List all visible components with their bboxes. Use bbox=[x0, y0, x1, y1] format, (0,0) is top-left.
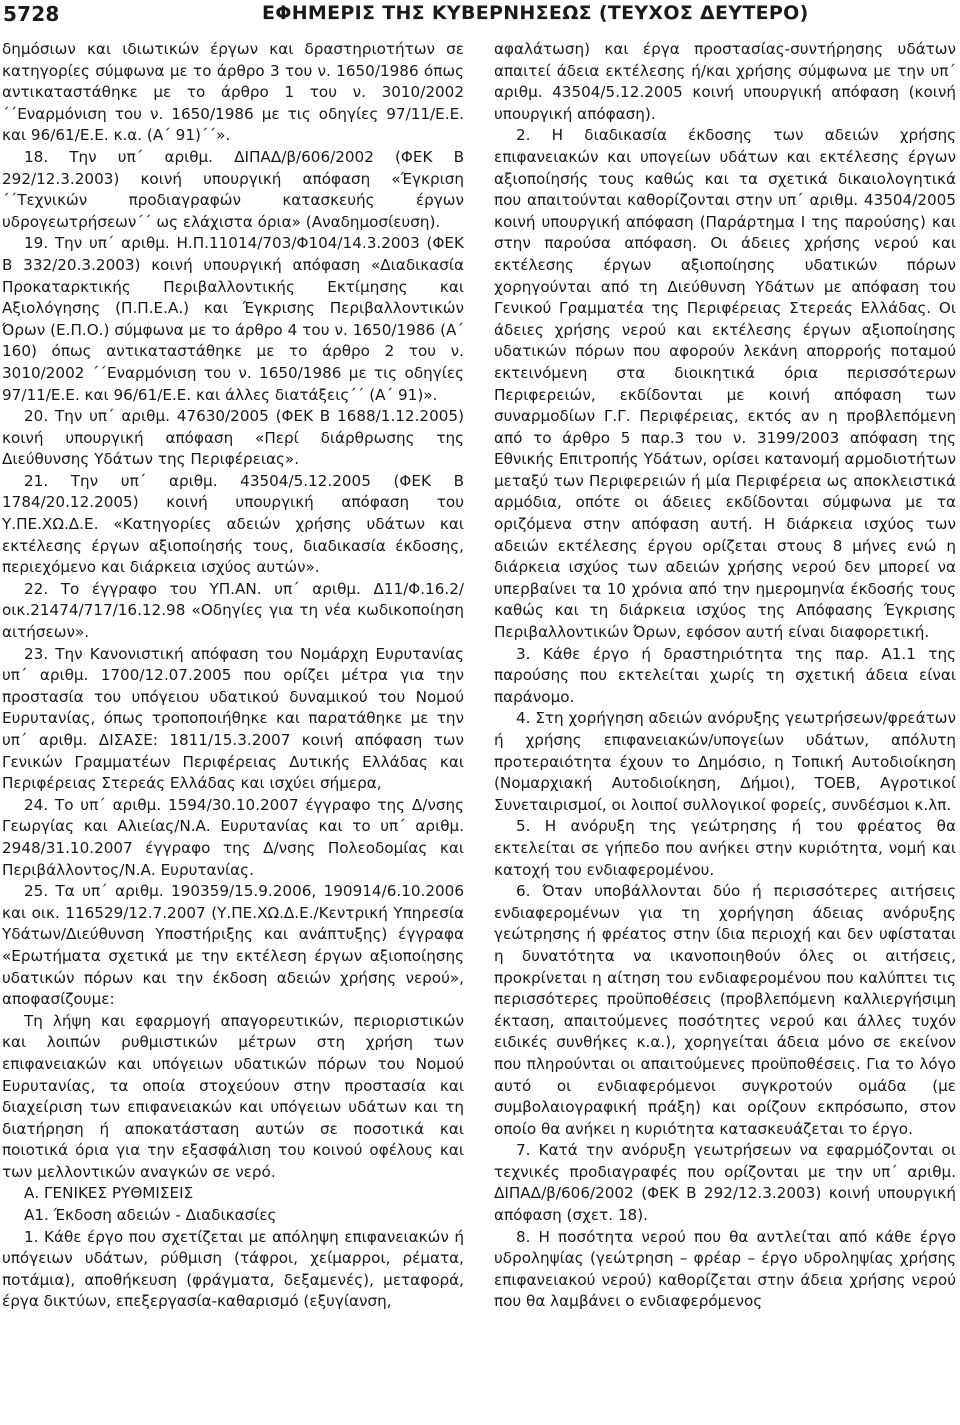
paragraph-item-18: 18. Την υπ΄ αριθμ. ΔΙΠΑΔ/β/606/2002 (ΦΕΚ Β 292/12.3.2003) κοινή υπουργική απόφαση «Έγκριση ´´Τεχνικών προδιαγραφών κατασκευής έργων υδρογεωτρήσεων´´ ως ελάχιστα όρια» (Αναδημοσίευση). bbox=[2, 147, 464, 231]
right-column bbox=[494, 39, 956, 1313]
paragraph-a1-item-5: 5. Η ανόρυξη της γεώτρησης ή του φρέατος θα εκτελείται σε γήπεδο που ανήκει στην κυριότητα, νομή και κατοχή του ενδιαφερομένου. bbox=[494, 817, 956, 879]
page-header bbox=[0, 0, 960, 30]
page-number: 5728 bbox=[3, 2, 60, 26]
paragraph-continuation: αφαλάτωση) και έργα προστασίας-συντήρησης υδάτων απαιτεί άδεια εκτέλεσης ή/και χρήσης σύμφωνα με την υπ΄ αριθμ. 43504/5.12.2005 κοινή υπουργική απόφαση (κοινή υπουργική απόφαση). bbox=[494, 40, 956, 123]
paragraph-decision: Τη λήψη και εφαρμογή απαγορευτικών, περιοριστικών και λοιπών ρυθμιστικών μέτρων στη χρήση των επιφανειακών και υπόγειων υδατικών πόρων του Νομού Ευρυτανίας, τα οποία στοχεύουν στην προστασία και διαχείριση των επιφανειακών και υπόγειων υδάτων και τη διατήρηση ή αποκατάσταση αυτών σε ποσοτικά και ποιοτικά όρια για την εξασφάλιση του κοινού οφέλους και των μελλοντικών αναγκών σε νερό. bbox=[2, 1011, 464, 1181]
paragraph-a1-item-7: 7. Κατά την ανόρυξη γεωτρήσεων να εφαρμόζονται οι τεχνικές προδιαγραφές που ορίζονται με την υπ΄ αριθμ. ΔΙΠΑΔ/β/606/2002 (ΦΕΚ Β 292/12.3.2003) κοινή υπουργική απόφαση (σχετ. 18). bbox=[494, 1141, 956, 1225]
paragraph-item-20: 20. Την υπ΄ αριθμ. 47630/2005 (ΦΕΚ Β 1688/1.12.2005) κοινή υπουργική απόφαση «Περί διάρθρωσης της Διεύθυνσης Υδάτων της Περιφέρειας». bbox=[2, 407, 464, 469]
gazette-title: ΕΦΗΜΕΡΙΣ ΤΗΣ ΚΥΒΕΡΝΗΣΕΩΣ (ΤΕΥΧΟΣ ΔΕΥΤΕΡΟ) bbox=[262, 2, 809, 24]
paragraph-item-22: 22. Το έγγραφο του ΥΠ.ΑΝ. υπ΄ αριθμ. Δ11/Φ.16.2/οικ.21474/717/16.12.98 «Οδηγίες για τη νέα κωδικοποίηση αιτήσεων». bbox=[2, 579, 464, 642]
paragraph-a1-item-8: 8. Η ποσότητα νερού που θα αντλείται από κάθε έργο υδροληψίας (γεώτρηση – φρέαρ – έργο υδροληψίας χρήσης επιφανειακού νερού) καθορίζεται στην άδεια χρήσης νερού που θα λαμβάνει ο ενδιαφερόμενος bbox=[494, 1227, 956, 1311]
paragraph-item-25: 25. Τα υπ΄ αριθμ. 190359/15.9.2006, 190914/6.10.2006 και οικ. 116529/12.7.2007 (Υ.ΠΕ.ΧΩ.Δ.Ε./Κεντρική Υπηρεσία Υδάτων/Διεύθυνση Υποστήριξης και ανάπτυξης) έγγραφα «Ερωτήματα σχετικά με την εκτέλεση έργων αξιοποίησης υδατικών πόρων και την έκδοση αδειών χρήσης νερού», αποφασίζουμε: bbox=[2, 882, 464, 1009]
subsection-heading: Α1. Έκδοση αδειών - Διαδικασίες bbox=[24, 1206, 277, 1225]
paragraph-item-19: 19. Την υπ΄ αριθμ. Η.Π.11014/703/Φ104/14.3.2003 (ΦΕΚ Β 332/20.3.2003) κοινή υπουργική απόφαση «Διαδικασία Προκαταρκτικής Περιβαλλοντικής Εκτίμησης και Αξιολόγησης (Π.Π.Ε.Α.) και Έγκρισης Περιβαλλοντικών Όρων (Ε.Π.Ο.) σύμφωνα με το άρθρο 4 του ν. 1650/1986 (Α´ 160) όπως αντικαταστάθηκε με το άρθρο 2 του ν. 3010/2002 ´´Εναρμόνιση του ν. 1650/1986 με τις οδηγίες 97/11/Ε.Ε. και 96/61/Ε.Ε. και άλλες διατάξεις´´ (Α´ 91)». bbox=[2, 234, 464, 404]
paragraph-a1-item-1: 1. Κάθε έργο που σχετίζεται με απόληψη επιφανειακών ή υπόγειων υδάτων, ρύθμιση (τάφροι, χείμαρροι, ρέματα, ποτάμια), αποθήκευση (φράγματα, δεξαμενές), μεταφορά, έργα δικτύων, επεξεργασία-καθαρισμό (εξυγίανση, bbox=[2, 1227, 464, 1311]
paragraph-a1-item-4: 4. Στη χορήγηση αδειών ανόρυξης γεωτρήσεων/φρεάτων ή χρήσης επιφανειακών/υπογείων υδάτων, απόλυτη προτεραιότητα έχουν το Δημόσιο, η Τοπική Αυτοδιοίκηση (Νομαρχιακή Αυτοδιοίκηση, Δήμοι), ΤΟΕΒ, Αγροτικοί Συνεταιρισμοί, οι λοιποί συλλογικοί φορείς, συνδέσμοι κ.λπ. bbox=[494, 709, 956, 814]
paragraph-a1-item-3: 3. Κάθε έργο ή δραστηριότητα της παρ. Α1.1 της παρούσης που εκτελείται χωρίς τη σχετική άδεια είναι παράνομο. bbox=[494, 644, 956, 706]
paragraph-a1-item-6: 6. Όταν υποβάλλονται δύο ή περισσότερες αιτήσεις ενδιαφερομένων για τη χορήγηση άδειας ανόρυξης γεώτρησης ή φρέατος στην ίδια περιοχή και δεν υφίσταται η δυνατότητα να ικανοποιηθούν όλες οι αιτήσεις, προκρίνεται η αίτηση του ενδιαφερομένου που καλύπτει τις περισσότερες προϋποθέσεις (προβλεπόμενη καλλιεργήσιμη έκταση, απαιτούμενες ποσότητες νερού και άλλες τυχόν ειδικές συνθήκες κ.α.), χορηγείται άδεια μόνο σε εκείνον που πληρούνται οι απαιτούμενες προϋποθέσεις. Για το λόγο αυτό οι ενδιαφερόμενοι συγκροτούν ομάδα (με συμβολαιογραφική πράξη) και ορίζουν εκπρόσωπο, στον οποίο θα ανήκει η κυριότητα κατασκευάζεται το έργο. bbox=[494, 882, 956, 1138]
section-heading: Α. ΓΕΝΙΚΕΣ ΡΥΘΜΙΣΕΙΣ bbox=[24, 1184, 194, 1203]
paragraph-item-23: 23. Την Κανονιστική απόφαση του Νομάρχη Ευρυτανίας υπ΄ αριθμ. 1700/12.07.2005 που ορίζει μέτρα για την προστασία του υπόγειου υδατικού δυναμικού του Νομού Ευρυτανίας, όπως τροποποιήθηκε και παρατάθηκε με την υπ΄ αριθμ. ΔΙΣΑΣΕ: 1811/15.3.2007 κοινή απόφαση των Γενικών Γραμματέων Περιφέρειας Δυτικής Ελλάδας και Περιφέρειας Στερεάς Ελλάδας και ισχύει σήμερα, bbox=[2, 644, 464, 793]
paragraph-item-24: 24. Το υπ΄ αριθμ. 1594/30.10.2007 έγγραφο της Δ/νσης Γεωργίας και Αλιείας/Ν.Α. Ευρυτανίας και το υπ΄ αριθμ. 2948/31.10.2007 έγγραφο της Δ/νσης Πολεοδομίας και Περιβάλλοντος/Ν.Α. Ευρυτανίας. bbox=[2, 795, 464, 879]
left-column bbox=[2, 39, 464, 1313]
paragraph-continuation: δημόσιων και ιδιωτικών έργων και δραστηριοτήτων σε κατηγορίες σύμφωνα με το άρθρο 3 του ν. 1650/1986 όπως αντικαταστάθηκε με το άρθρο 1 του ν. 3010/2002 ´´Εναρμόνιση του ν. 1650/1986 με τις οδηγίες 97/11/Ε.Ε. και 96/61/Ε.Ε. κ.α. (Α´ 91)´´». bbox=[2, 40, 464, 145]
paragraph-item-21: 21. Την υπ΄ αριθμ. 43504/5.12.2005 (ΦΕΚ Β 1784/20.12.2005) κοινή υπουργική απόφαση του Υ.ΠΕ.ΧΩ.Δ.Ε. «Κατηγορίες αδειών χρήσης υδάτων και εκτέλεσης έργων αξιοποίησής τους, διαδικασία έκδοσης, περιεχόμενο και διάρκεια ισχύος αυτών». bbox=[2, 471, 464, 577]
paragraph-a1-item-2: 2. Η διαδικασία έκδοσης των αδειών χρήσης επιφανειακών και υπογείων υδάτων και εκτέλεσης έργων αξιοποίησής τους καθώς και τα σχετικά δικαιολογητικά που απαιτούνται καθορίζονται στην υπ΄ αριθμ. 43504/2005 κοινή υπουργική απόφαση (Παράρτημα Ι της παρούσης) και στην παρούσα απόφαση. Οι άδειες χρήσης νερού και εκτέλεσης έργων αξιοποίησης υδατικών πόρων χορηγούνται από τη Διεύθυνση Υδάτων με απόφαση του Γενικού Γραμματέα της Περιφέρειας Στερεάς Ελλάδας. Οι άδειες χρήσης νερού και εκτέλεσης έργων αξιοποίησης υδατικών πόρων που αφορούν λεκάνη απορροής ποταμού εκτεινόμενη στα διοικητικά όρια περισσότερων Περιφερειών, εκδίδονται με κοινή απόφαση των συναρμοδίων Γ.Γ. Περιφέρειας, εκτός αν η προβλεπόμενη από το άρθρο 5 παρ.3 του ν. 3199/2003 απόφαση της Εθνικής Επιτροπής Υδάτων, ορίσει κατανομή αρμοδιοτήτων μεταξύ των Περιφερειών ή μία Περιφέρεια ως αποκλειστικά αρμόδια, οπότε οι άδειες εκδίδονται σύμφωνα με τα οριζόμενα στην απόφαση αυτή. Η διάρκεια ισχύος των αδειών εκτέλεσης έργου ορίζεται στους 8 μήνες ενώ η διάρκεια ισχύος των αδειών χρήσης νερού δεν μπορεί να υπερβαίνει τα 10 χρόνια από την ημερομηνία έκδοσής τους καθώς και τη διάρκεια ισχύος της Απόφασης Έγκρισης Περιβαλλοντικών Όρων, εφόσον αυτή είναι διαφορετική. bbox=[494, 126, 956, 642]
